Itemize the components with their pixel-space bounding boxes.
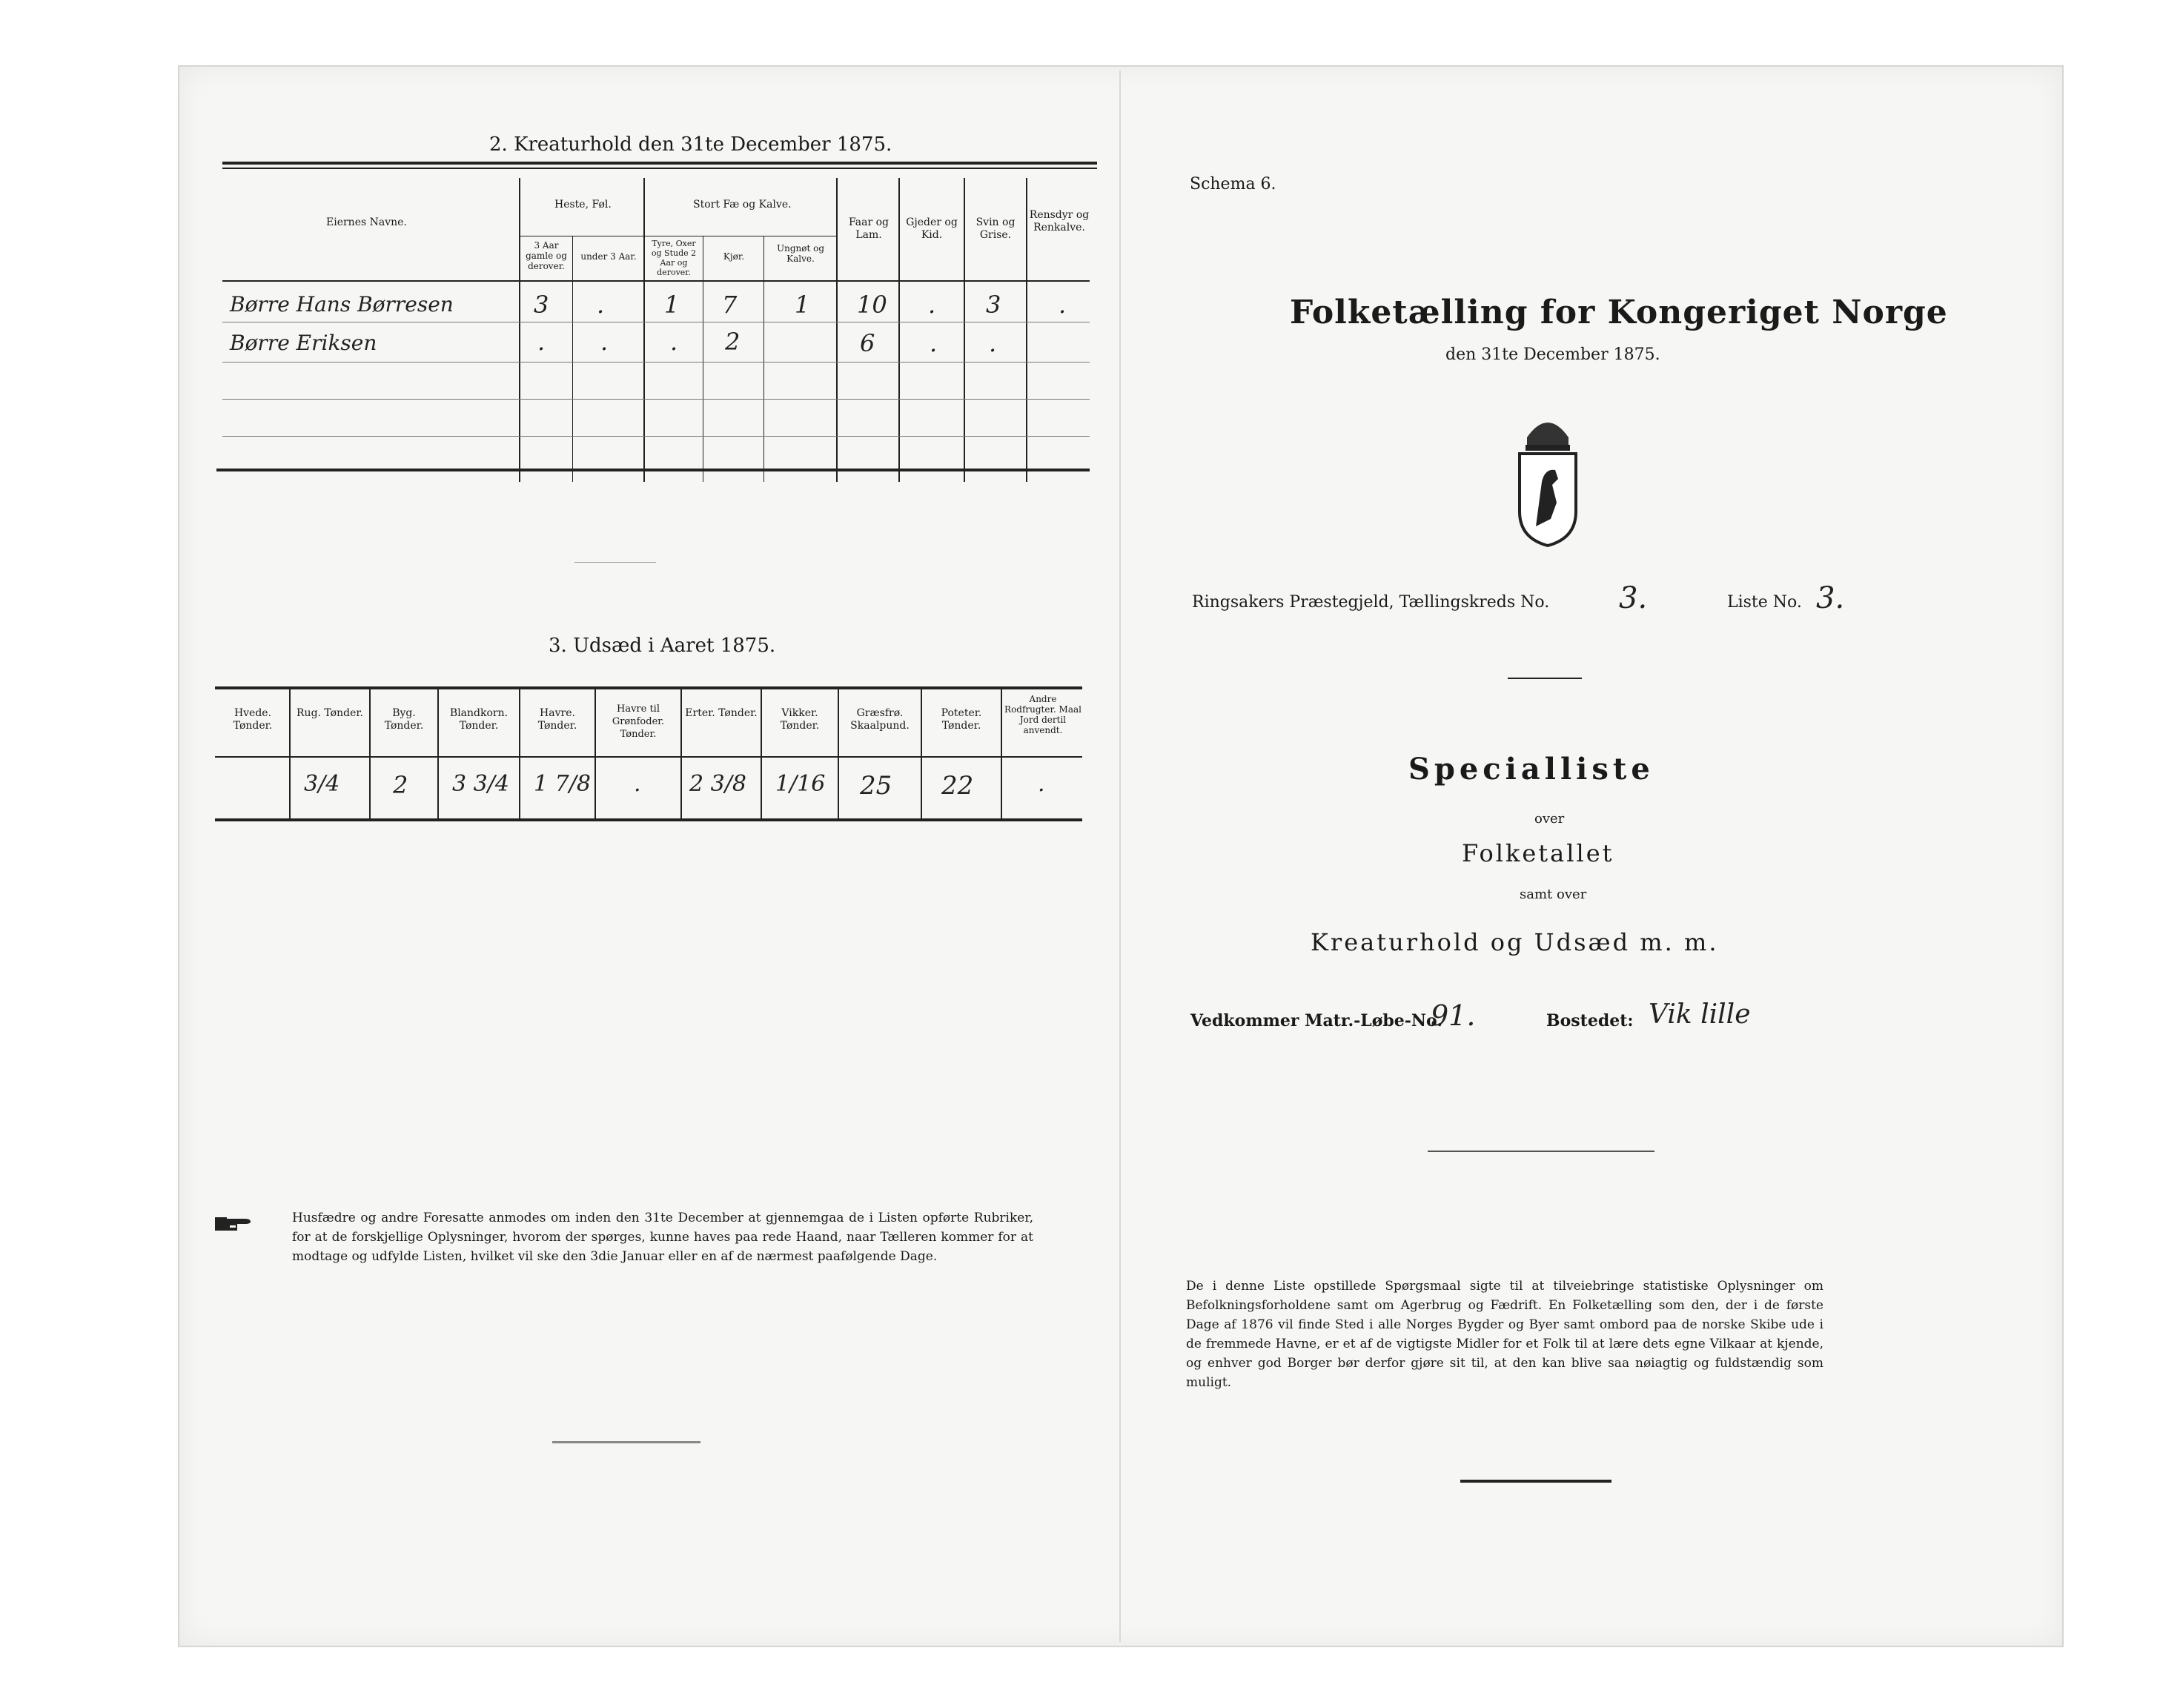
section2-table xyxy=(222,169,1090,473)
cell: . xyxy=(930,329,938,357)
hline xyxy=(222,436,1090,437)
cell: 2 xyxy=(725,328,741,356)
cell: 3 3/4 xyxy=(452,771,509,797)
cell: 3 xyxy=(534,291,549,319)
matr-no: 91. xyxy=(1431,999,1476,1032)
bottom-scribble xyxy=(552,1441,700,1443)
list-label: Liste No. xyxy=(1727,593,1802,612)
vline xyxy=(761,689,762,820)
matr-label: Vedkommer Matr.-Løbe-No. xyxy=(1190,1011,1442,1030)
col-header: Rensdyr og Renkalve. xyxy=(1029,209,1090,234)
section2-top-rule xyxy=(222,162,1097,165)
vline xyxy=(572,236,573,482)
vline xyxy=(680,689,682,820)
vline xyxy=(519,689,520,820)
col-owner-header: Eiernes Navne. xyxy=(326,216,407,228)
col-header: Ungnøt og Kalve. xyxy=(776,243,825,264)
cell: 3/4 xyxy=(304,771,340,797)
cell: 2 xyxy=(393,771,408,799)
col-header: under 3 Aar. xyxy=(580,251,637,262)
over-text: over xyxy=(1534,811,1565,827)
footnote-text: De i denne Liste opstillede Spørgsmaal sigte til at tilveiebringe statistiske Oplysninger om Befolkningsforholdene samt om Agerbrug og Fædrift. En Folketælling som den, der i de første Dage af 1876 vil finde Sted i alle Norges Bygder og Byer samt ombord paa de norske Skibe ude i de fremmede Havne, er et af de vigtigste Midler for et Folk til at lære dets egne Vilkaar at kjende, og enhver god Borger bør derfor gjøre sit til, at den kan blive saa nøiagtig og fuldstændig som muligt. xyxy=(1186,1279,1823,1390)
folketallet-text: Folketallet xyxy=(1462,839,1614,867)
col-header: Kjør. xyxy=(723,251,745,262)
bosted-value: Vik lille xyxy=(1649,999,1751,1030)
section2-title: 2. Kreaturhold den 31te December 1875. xyxy=(489,133,892,156)
section3-table xyxy=(215,689,1082,838)
census-date: den 31te December 1875. xyxy=(1445,345,1660,364)
page-fold xyxy=(1119,70,1121,1642)
hline xyxy=(222,280,1090,282)
col-header: Græsfrø. Skaalpund. xyxy=(850,707,910,732)
census-title: Folketælling for Kongeriget Norge xyxy=(1290,294,1948,331)
samt-over-text: samt over xyxy=(1520,887,1587,902)
list-no: 3. xyxy=(1816,581,1845,615)
col-header: Gjeder og Kid. xyxy=(906,216,958,241)
cell: . xyxy=(1038,771,1045,797)
notice-text: Husfædre og andre Foresatte anmodes om inden den 31te December at gjennemgaa de i Listen opførte Rubriker, for at de forskjellige Oplysninger, hvorom der spørges, kunne haves paa rede Haand, naar Tælleren kommer for at modtage og udfylde Listen, hvilket vil ske den 3die Januar eller en af de nærmest paafølgende Dage. xyxy=(292,1211,1033,1264)
col-header: Vikker. Tønder. xyxy=(780,707,820,732)
divider xyxy=(574,562,656,563)
cell: 1 xyxy=(664,291,680,319)
hline xyxy=(222,362,1090,363)
cell: . xyxy=(600,328,609,356)
cell: . xyxy=(597,291,605,319)
hline xyxy=(215,756,1082,758)
divider xyxy=(1460,1480,1611,1483)
cell: . xyxy=(928,291,936,319)
col-header: Byg. Tønder. xyxy=(384,707,424,732)
group-cattle-header: Stort Fæ og Kalve. xyxy=(693,199,792,211)
col-header: Hvede. Tønder. xyxy=(233,707,273,732)
vline xyxy=(437,689,439,820)
cell: 10 xyxy=(857,291,887,319)
cell: 22 xyxy=(941,771,974,801)
kreaturhold-text: Kreaturhold og Udsæd m. m. xyxy=(1311,928,1719,956)
cell: 2 3/8 xyxy=(689,771,746,797)
pointing-hand-icon xyxy=(215,1213,254,1238)
bosted-label: Bostedet: xyxy=(1546,1011,1634,1030)
col-header: Svin og Grise. xyxy=(975,216,1016,241)
cell: 1 7/8 xyxy=(534,771,591,797)
parish-label: Ringsakers Præstegjeld, Tællingskreds No. xyxy=(1192,593,1550,612)
cell: 25 xyxy=(860,771,892,801)
owner-name: Børre Hans Børresen xyxy=(230,292,454,317)
section3-title: 3. Udsæd i Aaret 1875. xyxy=(549,635,776,657)
col-header: 3 Aar gamle og derover. xyxy=(526,240,567,271)
district-no: 3. xyxy=(1619,581,1648,615)
cell: . xyxy=(670,328,678,356)
cell: 6 xyxy=(860,329,875,357)
vline xyxy=(763,236,764,482)
col-header: Poteter. Tønder. xyxy=(941,707,982,732)
col-header: Blandkorn. Tønder. xyxy=(449,707,509,732)
cell: 3 xyxy=(986,291,1001,319)
cell: . xyxy=(634,771,641,797)
divider xyxy=(1428,1151,1654,1152)
vline xyxy=(838,689,839,820)
cell: 7 xyxy=(722,291,738,319)
col-header: Tyre, Oxer og Stude 2 Aar og derover. xyxy=(651,239,697,277)
schema-label: Schema 6. xyxy=(1190,175,1276,193)
col-header: Andre Rodfrugter. Maal Jord dertil anvendt. xyxy=(1004,694,1081,735)
cell: . xyxy=(989,329,997,357)
col-header: Erter. Tønder. xyxy=(685,707,758,719)
col-header: Havre til Grønfoder. Tønder. xyxy=(612,704,665,740)
bottom-rule xyxy=(215,818,1082,821)
vline xyxy=(369,689,371,820)
coat-of-arms-icon xyxy=(1512,408,1583,552)
cell: . xyxy=(537,328,546,356)
cell: . xyxy=(1059,291,1067,319)
divider xyxy=(1508,678,1582,679)
vline xyxy=(289,689,291,820)
cell: 1 xyxy=(795,291,810,319)
vline xyxy=(1001,689,1002,820)
owner-name: Børre Eriksen xyxy=(230,331,377,355)
hline xyxy=(222,399,1090,400)
cell: 1/16 xyxy=(775,771,826,797)
vline xyxy=(594,689,596,820)
specialliste-heading: Specialliste xyxy=(1408,752,1654,787)
group-horses-header: Heste, Føl. xyxy=(554,199,612,211)
bottom-rule xyxy=(216,469,1090,471)
col-header: Rug. Tønder. xyxy=(297,707,363,719)
col-header: Faar og Lam. xyxy=(849,216,889,241)
col-header: Havre. Tønder. xyxy=(537,707,577,732)
vline xyxy=(921,689,922,820)
